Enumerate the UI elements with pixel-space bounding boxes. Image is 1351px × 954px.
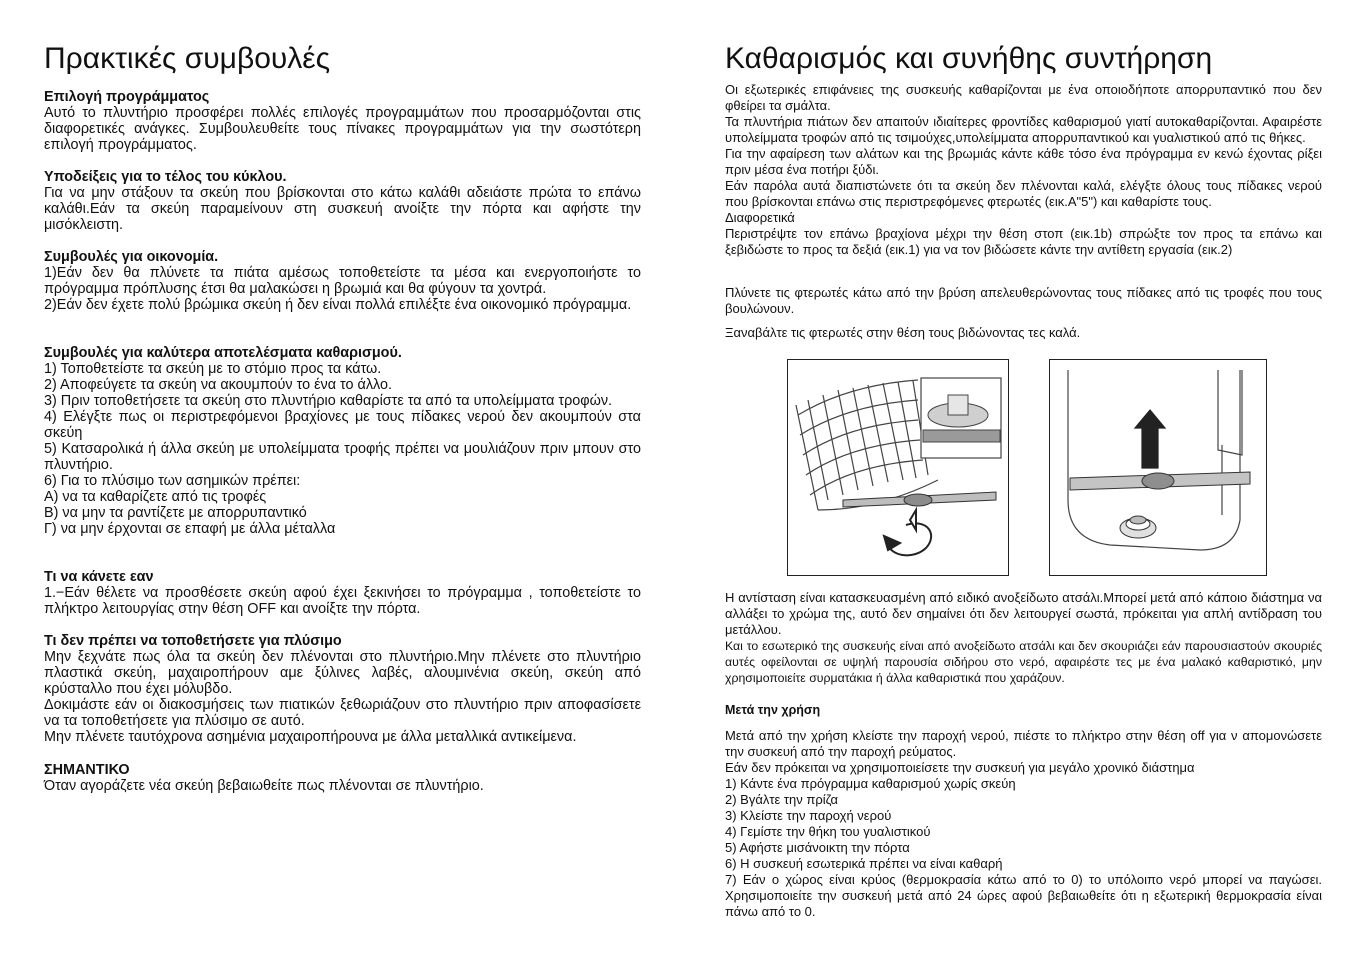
paragraph: Ξαναβάλτε τις φτερωτές στην θέση τους βιδώνοντας τες καλά. — [725, 325, 1081, 340]
list-item: 2) Βγάλτε την πρίζα — [725, 792, 839, 807]
section-do-not-wash — [44, 633, 641, 745]
list-item: 2) Αποφεύγετε τα σκεύη να ακουμπούν το ένα το άλλο. — [44, 377, 393, 393]
list-item: 7) Εάν ο χώρος είναι κρύος (θερμοκρασία κάτω από το 0) το υπόλοιπο νερό μπορεί να παγώσει. Χρησιμοποιείτε την συσκευή μετά από 24 ώρες αφού βεβαιωθείτε ότι η εξωτερική θερμοκρασία είναι πάνω από το 0. — [725, 872, 1322, 919]
paragraph: Τα πλυντήρια πιάτων δεν απαιτούν ιδιαίτερες φροντίδες καθαρισμού γιατί αυτοκαθαρίζονται. Αφαιρέστε υπολείμματα τροφών από τις τσιμούχες,υπολείμματα απορρυπαντικού και γυαλιστικού από τις θήκες. — [725, 114, 1322, 145]
list-item: Α) να τα καθαρίζετε από τις τροφές — [44, 489, 267, 505]
section-heading: Τι δεν πρέπει να τοποθετήσετε για πλύσιμο — [44, 633, 342, 649]
section-heading: ΣΗΜΑΝΤΙΚΟ — [44, 762, 130, 778]
page-title-practical-tips: Πρακτικές συμβουλές — [44, 42, 331, 75]
figure-lower-spray-arm — [1049, 359, 1267, 576]
upper-spray-arm-illustration — [788, 360, 1008, 575]
paragraph: Για να μην στάξουν τα σκεύη που βρίσκονται στο κάτω καλάθι αδειάστε πρώτα το επάνω καλάθι.Εάν τα σκεύη παραμείνουν στη συσκευή ανοίξτε την πόρτα και αφήστε την μισόκλειστη. — [44, 185, 641, 233]
section-heading: Υποδείξεις για το τέλος του κύκλου. — [44, 169, 287, 185]
figure-upper-spray-arm — [787, 359, 1009, 576]
list-item: 6) Η συσκευή εσωτερικά πρέπει να είναι καθαρή — [725, 856, 1003, 871]
paragraph: Διαφορετικά — [725, 210, 795, 225]
list-item: 4) Ελέγξτε πως οι περιστρεφόμενοι βραχίονες με τους πίδακες νερού δεν ακουμπούν στα σκεύη — [44, 409, 641, 441]
paragraph: Εάν δεν πρόκειται να χρησιμοποιείσετε την συσκευή για μεγάλο χρονικό διάστημα — [725, 760, 1195, 775]
paragraph: Για την αφαίρεση των αλάτων και της βρωμιάς κάντε κάθε τόσο ένα πρόγραμμα εν κενώ έχοντας ρίξει πριν μέσα ένα ποτήρι ξύδι. — [725, 146, 1322, 177]
list-item: 4) Γεμίστε την θήκη του γυαλιστικού — [725, 824, 931, 839]
list-item: 3) Κλείστε την παροχή νερού — [725, 808, 892, 823]
section-refit-arms — [725, 325, 1322, 341]
paragraph: Μην ξεχνάτε πως όλα τα σκεύη δεν πλένονται στο πλυντήριο.Μην πλένετε στο πλυντήριο πλαστικά σκεύη, μαχαιροπήρουν αμε ξύλινες λαβές, αλουμινένια σκεύη, σκεύη από κρύσταλλο που έχει μόλυβδο. — [44, 649, 641, 697]
paragraph: Δοκιμάστε εάν οι διακοσμήσεις των πιατικών ξεθωριάζουν στο πλυντήριο πριν αποφασίσετε να τα τοποθετήσετε για πλύσιμο σε αυτό. — [44, 697, 641, 729]
lower-spray-arm-illustration — [1050, 360, 1266, 575]
paragraph: 2)Εάν δεν έχετε πολύ βρώμικα σκεύη ή δεν είναι πολλά επιλέξτε ένα οικονομικό πρόγραμμα. — [44, 297, 632, 313]
section-end-of-cycle — [44, 169, 641, 233]
list-item: 1) Κάντε ένα πρόγραμμα καθαρισμού χωρίς σκεύη — [725, 776, 1016, 791]
section-economy-tips — [44, 249, 641, 313]
paragraph: Μην πλένετε ταυτόχρονα ασημένια μαχαιροπήρουνα με άλλα μεταλλικά αντικείμενα. — [44, 729, 577, 745]
page-title-cleaning-maintenance: Καθαρισμός και συνήθης συντήρηση — [725, 42, 1213, 75]
paragraph: 1.−Εάν θέλετε να προσθέσετε σκεύη αφού έχει ξεκινήσει το πρόγραμμα , τοποθετείστε το πλήκτρο λειτουργίας στην θέση OFF και ανοίξτε την πόρτα. — [44, 585, 641, 617]
section-heading: Μετά την χρήση — [725, 703, 821, 717]
section-better-cleaning — [44, 345, 641, 537]
section-heading: Συμβουλές για καλύτερα αποτελέσματα καθαρισμού. — [44, 345, 402, 361]
list-item: 6) Για το πλύσιμο των ασημικών πρέπει: — [44, 473, 301, 489]
section-cleaning-intro — [725, 82, 1322, 258]
paragraph: Η αντίσταση είναι κατασκευασμένη από ειδικό ανοξείδωτο ατσάλι.Μπορεί μετά από κάποιο διάστημα να αλλάξει το χρώμα της, αυτό δεν σημαίνει ότι δεν λειτουργεί σωστά, πρόκειται για απλή αντίδραση του μετάλλου. — [725, 590, 1322, 637]
paragraph: Και το εσωτερικό της συσκευής είναι από ανοξείδωτο ατσάλι και δεν σκουριάζει εάν παρουσιαστούν σκουριές αυτές οφείλονται σε υψηλή παρουσία σιδήρου στο νερό, αφαιρέστε τες με ένα μαλακό καθαριστικό, μην χρησιμοποιείτε συρματάκια ή άλλα καθαριστικά που χαράζουν. — [725, 639, 1322, 685]
section-after-use — [725, 702, 1322, 718]
section-program-selection — [44, 89, 641, 153]
section-after-use-body — [725, 728, 1322, 920]
list-item: 5) Κατσαρολικά ή άλλα σκεύη με υπολείμματα τροφής πρέπει να μουλιάζουν πριν μπουν στο πλυντήριο. — [44, 441, 641, 473]
list-item: 1) Τοποθετείστε τα σκεύη με το στόμιο προς τα κάτω. — [44, 361, 382, 377]
list-item: Β) να μην τα ραντίζετε με απορρυπαντικό — [44, 505, 307, 521]
list-item: Γ) να μην έρχονται σε επαφή με άλλα μέταλλα — [44, 521, 336, 537]
section-important — [44, 762, 641, 794]
paragraph: Αυτό το πλυντήριο προσφέρει πολλές επιλογές προγραμμάτων που προσαρμόζονται στις διαφορετικές ανάγκες. Συμβουλευθείτε τους πίνακες προγραμμάτων για την σωστότερη επιλογή προγράμματος. — [44, 105, 641, 153]
section-what-to-do-if — [44, 569, 641, 617]
list-item: 3) Πριν τοποθετήσετε τα σκεύη στο πλυντήριο καθαρίστε τα από τα υπολείμματα τροφών. — [44, 393, 613, 409]
paragraph: Οι εξωτερικές επιφάνειες της συσκευής καθαρίζονται με ένα οποιοδήποτε απορρυπαντικό που δεν φθείρει τα σμάλτα. — [725, 82, 1322, 113]
section-heading: Συμβουλές για οικονομία. — [44, 249, 219, 265]
paragraph: 1)Εάν δεν θα πλύνετε τα πιάτα αμέσως τοποθετείστε τα μέσα και ενεργοποιήστε το πρόγραμμα πρόπλυσης έτσι θα μαλακώσει η βρωμιά και θα φύγουν τα χοντρά. — [44, 265, 641, 297]
paragraph: Περιστρέψτε τον επάνω βραχίονα μέχρι την θέση στοπ (εικ.1b) σπρώξτε τον προς τα επάνω και ξεβιδώστε το προς τα δεξιά (εικ.1) για να τον βιδώσετε κάντε την αντίθετη εργασία (εικ.2) — [725, 226, 1322, 257]
list-item: 5) Αφήστε μισάνοικτη την πόρτα — [725, 840, 910, 855]
paragraph: Όταν αγοράζετε νέα σκεύη βεβαιωθείτε πως πλένονται σε πλυντήριο. — [44, 778, 484, 794]
section-stainless-steel — [725, 590, 1322, 686]
section-heading: Επιλογή προγράμματος — [44, 89, 210, 105]
paragraph: Πλύνετε τις φτερωτές κάτω από την βρύση απελευθερώνοντας τους πίδακες από τις τροφές που τους βουλώνουν. — [725, 285, 1322, 316]
section-rinse-arms — [725, 285, 1322, 317]
paragraph: Μετά από την χρήση κλείστε την παροχή νερού, πιέστε το πλήκτρο στην θέση off για ν απομονώσετε την συσκευή από την παροχή ρεύματος. — [725, 728, 1322, 759]
paragraph: Εάν παρόλα αυτά διαπιστώνετε ότι τα σκεύη δεν πλένονται καλά, ελέγξτε όλους τους πίδακες νερού που βρίσκονται επάνω στις περιστρεφόμενες φτερωτές (εικ.A"5") και καθαρίστε τους. — [725, 178, 1322, 209]
section-heading: Τι να κάνετε εαν — [44, 569, 154, 585]
